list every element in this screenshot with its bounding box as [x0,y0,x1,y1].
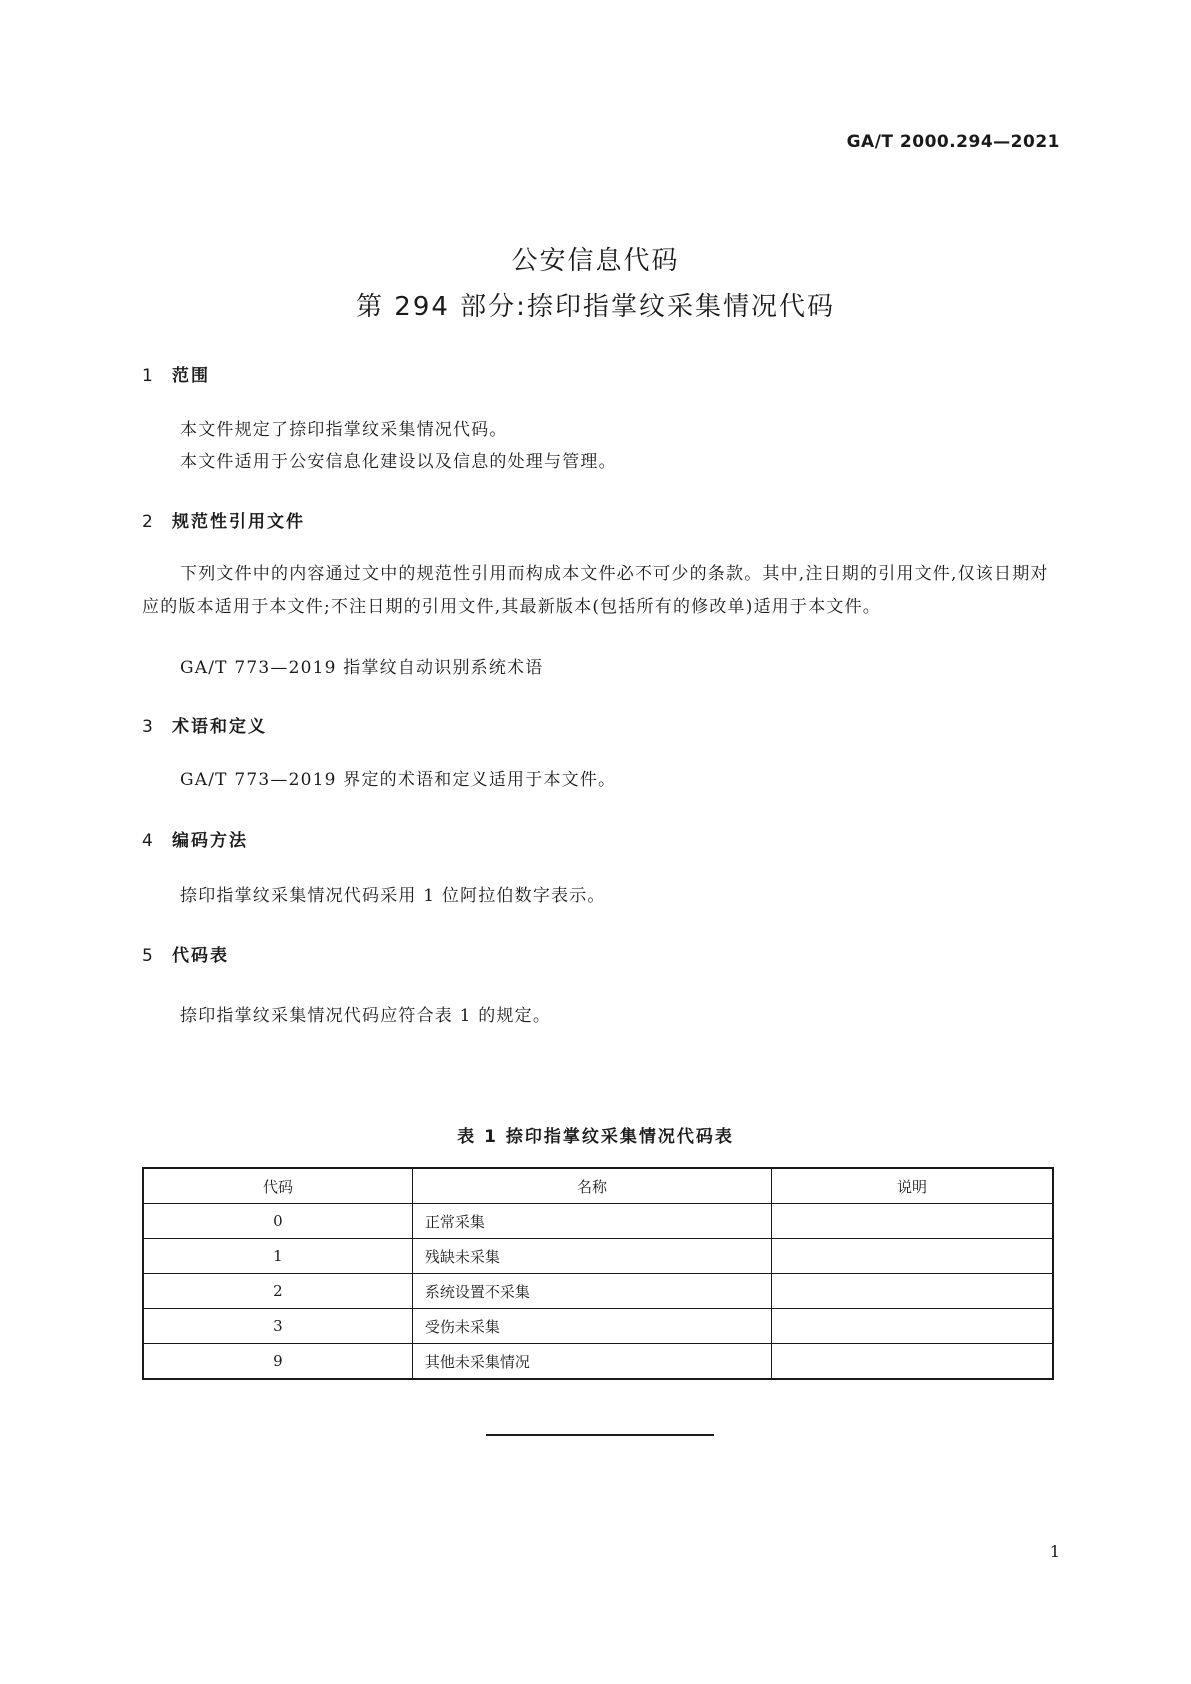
document-title-line-2: 第 294 部分:捺印指掌纹采集情况代码 [356,292,835,322]
description-cell [772,1274,1053,1309]
description-cell [772,1239,1053,1274]
section-title: 规范性引用文件 [172,512,305,532]
code-cell: 0 [143,1204,412,1239]
description-cell [772,1344,1053,1380]
section-3-heading [142,712,267,737]
table-row [143,1204,1053,1239]
section-number: 4 [142,831,155,851]
name-cell: 系统设置不采集 [412,1274,771,1309]
section-2-heading [142,507,305,532]
table-row [143,1239,1053,1274]
description-cell [772,1204,1053,1239]
section-title: 代码表 [172,946,229,966]
section-number: 1 [142,366,155,386]
section-4-paragraph-1: 捺印指掌纹采集情况代码采用 1 位阿拉伯数字表示。 [180,886,606,906]
table-caption: 表 1 捺印指掌纹采集情况代码表 [457,1127,734,1147]
code-cell: 9 [143,1344,412,1380]
code-cell: 3 [143,1309,412,1344]
table-row [143,1344,1053,1380]
section-5-heading [142,941,229,966]
table-header-row [143,1168,1053,1204]
column-header-description: 说明 [772,1168,1053,1204]
name-cell: 受伤未采集 [412,1309,771,1344]
section-1-heading [142,361,210,386]
description-cell [772,1309,1053,1344]
section-1-paragraph-2: 本文件适用于公安信息化建设以及信息的处理与管理。 [180,452,617,472]
name-cell: 其他未采集情况 [412,1344,771,1380]
section-2-reference: GA/T 773—2019 指掌纹自动识别系统术语 [180,658,544,678]
section-1-paragraph-1: 本文件规定了捺印指掌纹采集情况代码。 [180,420,508,440]
section-5-paragraph-1: 捺印指掌纹采集情况代码应符合表 1 的规定。 [180,1006,552,1026]
section-number: 2 [142,512,155,532]
table-row [143,1274,1053,1309]
section-number: 3 [142,717,155,737]
section-number: 5 [142,946,155,966]
column-header-code: 代码 [143,1168,412,1204]
code-cell: 2 [143,1274,412,1309]
section-title: 术语和定义 [172,717,267,737]
column-header-name: 名称 [412,1168,771,1204]
section-4-heading [142,826,248,851]
section-2-paragraph-1: 下列文件中的内容通过文中的规范性引用而构成本文件必不可少的条款。其中,注日期的引用文件,仅该日期对应的版本适用于本文件;不注日期的引用文件,其最新版本(包括所有的修改单)适用于本文件。 [142,564,1049,617]
document-title-line-1: 公安信息代码 [511,246,680,276]
end-of-document-rule [486,1434,714,1436]
code-cell: 1 [143,1239,412,1274]
section-title: 编码方法 [172,831,248,851]
name-cell: 正常采集 [412,1204,771,1239]
section-title: 范围 [172,366,210,386]
code-table [142,1167,1054,1380]
standard-number: GA/T 2000.294—2021 [846,132,1060,152]
table-row [143,1309,1053,1344]
name-cell: 残缺未采集 [412,1239,771,1274]
page-number: 1 [1049,1542,1060,1561]
section-3-paragraph-1: GA/T 773—2019 界定的术语和定义适用于本文件。 [180,770,617,790]
